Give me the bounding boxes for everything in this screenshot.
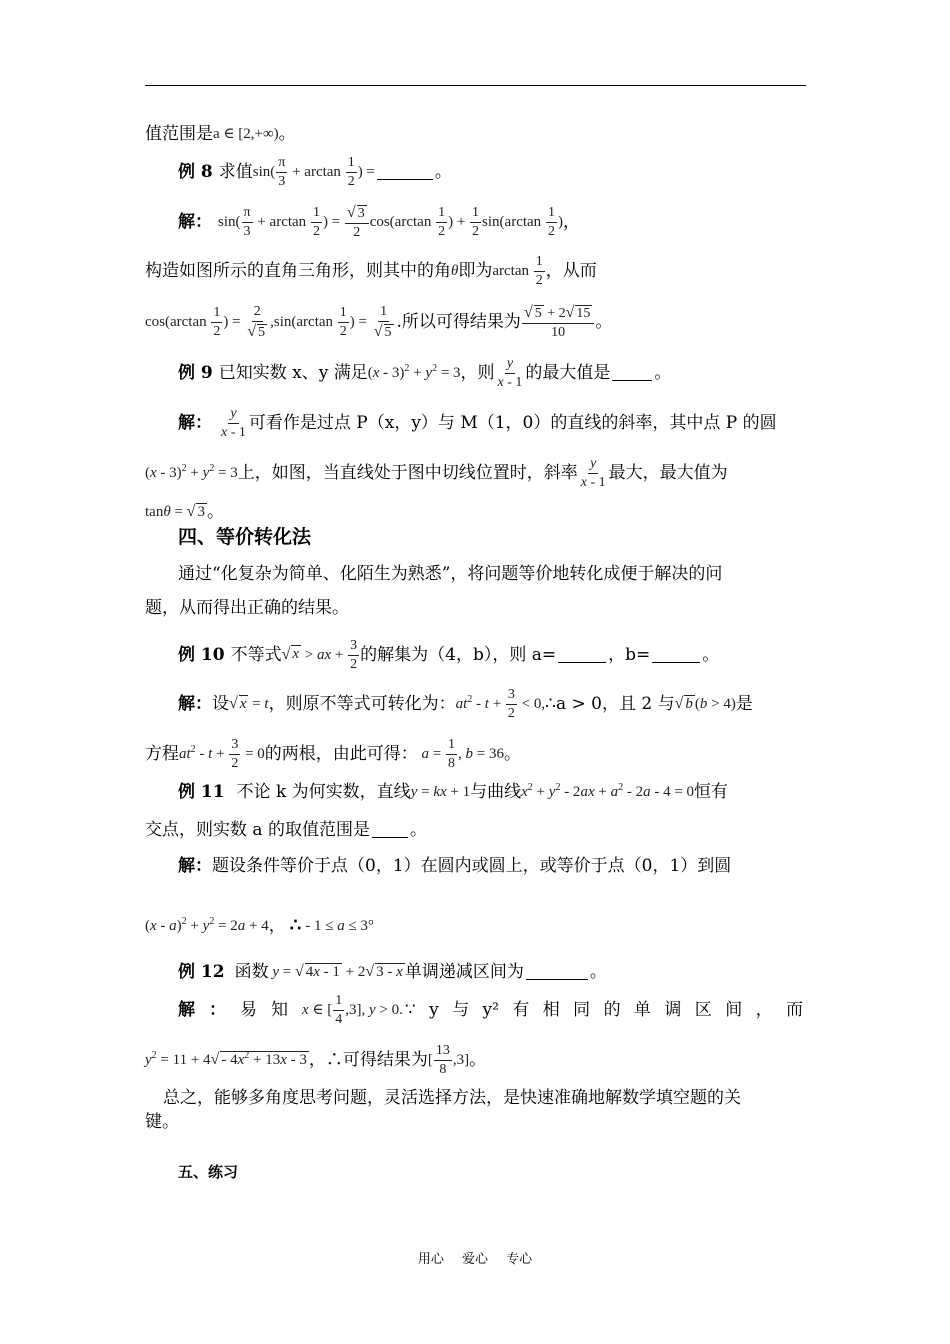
answer-blank-a[interactable] [558, 648, 606, 663]
math-expression: √ x = t [229, 695, 269, 712]
math-expression: $at^2$ - t + $\frac{3}{2}$ = 0 [179, 736, 265, 771]
math-expression: - 1 ≤ a ≤ 3° [305, 918, 374, 934]
math-expression: tanθ = √ 3 [145, 503, 205, 520]
math-expression: y = kx + 1 [410, 784, 471, 800]
math-expression: $at^2$ - t + $\frac{3}{2}$ < 0, [455, 686, 546, 721]
text-line: 构造如图所示的直角三角形，则其中的角 θ 即为 arctan $\frac{1}{2}$ ，从而 [145, 253, 597, 288]
answer-blank[interactable] [612, 366, 652, 381]
example-9: 例 9 已知实数 x、y 满足 $(x - 3)^2 + y^2 = 3$ ，则 $\frac{y}{x - 1}$ 的最大值是 。 [178, 355, 672, 390]
page-footer: 用心 爱心 专心 [417, 1252, 533, 1267]
section-heading-4: 四、等价转化法 [178, 526, 312, 548]
math-expression: √ b (b > 4) [674, 695, 736, 712]
answer-blank[interactable] [526, 965, 588, 980]
math-expression: y = √ 4x - 1 + 2√ 3 - x [272, 963, 403, 980]
header-rule [145, 85, 806, 86]
answer-blank[interactable] [377, 165, 433, 180]
math-expression: arctan $\frac{1}{2}$ [492, 253, 543, 288]
paragraph-line: 题，从而得出正确的结果。 [145, 598, 349, 618]
solution-8: 解： sin( $\frac{\pi}{3}$ + arctan $\frac{1}{2}$ ) = $\frac{√ 3}{2}$ cos(arctan $\frac{1}{2}$ ) + $\frac{1}{2}$ sin(arctan $\frac{1}{2}$ ) ， [178, 203, 580, 240]
text-line: cos(arctan $\frac{1}{2}$ ) = $\frac{2}{√ 5}$ ,sin(arctan $\frac{1}{2}$ ) = $\frac{1}{√ 5}$ .所以可得结果为 $\frac{√ 5 + 2√ 15}{10}$ 。 [145, 303, 613, 340]
math-expression: √ x > ax + $\frac{3}{2}$ [281, 637, 358, 672]
math-expression: [ $\frac{13}{8}$ ,3] [427, 1042, 470, 1077]
math-expression: sin( $\frac{\pi}{3}$ + arctan $\frac{1}{2}$ ) = $\frac{√ 3}{2}$ cos(arctan $\frac{1}{2}$ ) + $\frac{1}{2}$ sin(arctan $\frac{1}{2}$ ) [218, 203, 563, 240]
math-expression: x ∈ [ $\frac{1}{4}$ ,3], y > 0. [302, 992, 403, 1027]
solution-12: 解 ： 易 知 x ∈ [ $\frac{1}{4}$ ,3], y > 0. ∵ y 与 y² 有 相 同 的 单 调 区 间 ， 而 [178, 992, 804, 1027]
math-expression: $\frac{y}{x - 1}$ [497, 355, 523, 390]
math-expression: $\frac{√ 5 + 2√ 15}{10}$ [521, 305, 595, 340]
math-expression: $x^2 + y^2 - 2ax + a^2 - 2a - 4 = 0$ [521, 782, 695, 800]
text-line: 值范围是 a ∈ [2,+∞) 。 [145, 124, 296, 144]
answer-blank[interactable] [372, 823, 408, 838]
solution-11: 解： 题设条件等价于点（0，1）在圆内或圆上，或等价于点（0，1）到圆 [178, 856, 732, 876]
math-expression: $(x - a)^2 + y^2 = 2a + 4$ [145, 916, 269, 934]
example-10: 例 10 不等式 √ x > ax + $\frac{3}{2}$ 的解集为（4，b），则 a= ，b= 。 [178, 637, 720, 672]
text-line: $y^2 = 11 + 4√ - 4x^2 + 13x - 3$ ，∴可得结果为 [ $\frac{13}{8}$ ,3] 。 [145, 1042, 487, 1077]
section-heading-5: 五、练习 [178, 1163, 239, 1181]
text-line: 交点，则实数 a 的取值范围是 。 [145, 820, 427, 840]
text-line: $(x - 3)^2 + y^2 = 3$ 上，如图，当直线处于图中切线位置时，斜率 $\frac{y}{x - 1}$ 最大，最大值为 [145, 455, 728, 490]
example-8: 例 8 求值 sin( $\frac{\pi}{3}$ + arctan $\frac{1}{2}$ ) = 。 [178, 154, 452, 189]
math-expression: $(x - 3)^2 + y^2 = 3$ [145, 463, 238, 481]
example-12: 例 12 函数 y = √ 4x - 1 + 2√ 3 - x 单调递减区间为 。 [178, 962, 607, 982]
math-expression: $(x - 3)^2 + y^2 = 3$ [367, 363, 461, 381]
paragraph-line: 键。 [145, 1112, 179, 1132]
solution-10: 解： 设 √ x = t ，则原不等式可转化为： $at^2$ - t + $\frac{3}{2}$ < 0, ∴a > 0，且 2 与 √ b (b > 4) 是 [178, 686, 753, 721]
math-expression: $\frac{y}{x - 1}$ [580, 455, 606, 490]
math-expression: sin( $\frac{\pi}{3}$ + arctan $\frac{1}{2}$ ) = [252, 154, 375, 189]
text-line: $(x - a)^2 + y^2 = 2a + 4$ ， ∴ - 1 ≤ a ≤ 3° [145, 915, 374, 936]
paragraph-line: 总之，能够多角度思考问题，灵活选择方法，是快速准确地解数学填空题的关 [163, 1088, 741, 1108]
math-expression: a = $\frac{1}{8}$ , b = 36 [421, 736, 504, 771]
example-11: 例 11 不论 k 为何实数，直线 y = kx + 1 与曲线 $x^2 + y^2 - 2ax + a^2 - 2a - 4 = 0$ 恒有 [178, 782, 729, 802]
answer-blank-b[interactable] [652, 648, 700, 663]
math-expression: $\frac{y}{x - 1}$ [221, 405, 246, 440]
text-line: tanθ = √ 3 。 [145, 502, 224, 522]
paragraph-line: 通过“化复杂为简单、化陌生为熟悉”，将问题等价地转化成便于解决的问 [178, 564, 723, 584]
solution-9: 解： $\frac{y}{x - 1}$ 可看作是过点 P（x，y）与 M（1，0）的直线的斜率，其中点 P 的圆 [178, 405, 777, 440]
text-line: 方程 $at^2$ - t + $\frac{3}{2}$ = 0 的两根，由此可得： a = $\frac{1}{8}$ , b = 36 。 [145, 736, 521, 771]
math-expression: $y^2 = 11 + 4√ - 4x^2 + 13x - 3$ [145, 1050, 307, 1068]
math-expression: cos(arctan $\frac{1}{2}$ ) = $\frac{2}{√ 5}$ ,sin(arctan $\frac{1}{2}$ ) = $\frac{1}{√ 5}$ [145, 303, 392, 340]
